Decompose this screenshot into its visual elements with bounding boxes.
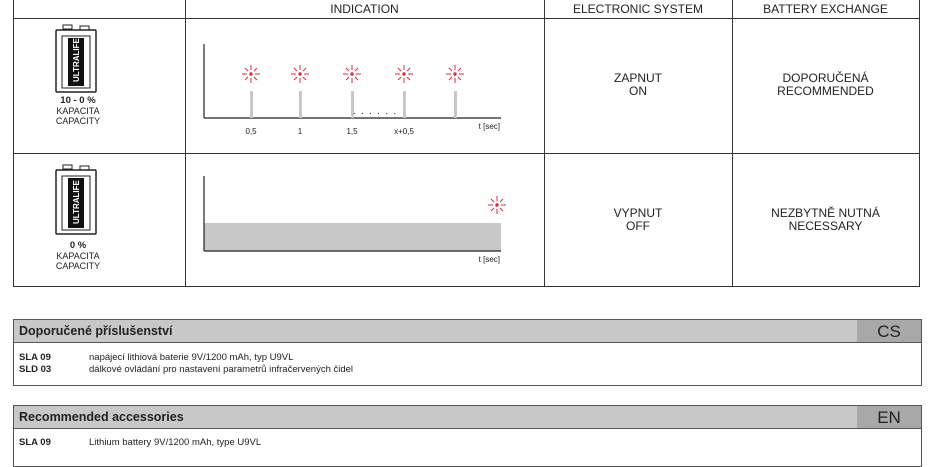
flash-icon	[343, 65, 361, 83]
axis-label: t [sec]	[478, 255, 500, 264]
table-border-bottom	[13, 286, 920, 287]
continuation-dots: · · · · · ·	[352, 108, 398, 119]
battery-brand-label: ULTRALIFE	[72, 180, 81, 224]
battery-capacity-label	[33, 95, 123, 126]
battery-icon	[53, 24, 99, 94]
accessory-code: SLA 09	[19, 352, 51, 363]
header-battery-exchange: BATTERY EXCHANGE	[763, 2, 888, 16]
flash-icon	[488, 196, 506, 214]
steady-chart	[185, 154, 544, 286]
panel-header	[14, 406, 921, 429]
system-cs: VYPNUT	[613, 206, 663, 220]
language-badge: CS	[857, 320, 921, 342]
capacity-cs: KAPACITA	[56, 106, 100, 116]
battery-percent: 10 - 0 %	[60, 95, 96, 106]
battery-capacity-label	[33, 240, 123, 271]
flash-icon	[242, 65, 260, 83]
accessory-desc: dálkové ovládání pro nastavení parametrů infračervených čidel	[89, 364, 354, 375]
tick-label: x+0,5	[394, 127, 414, 136]
exchange-necessary	[732, 207, 919, 233]
pulse-bar	[403, 91, 406, 118]
table-divider	[732, 0, 733, 287]
exchange-recommended	[732, 72, 919, 98]
blink-chart	[185, 19, 544, 153]
axis-label: t [sec]	[478, 122, 500, 131]
table-border-right	[919, 0, 920, 287]
exchange-en: NECESSARY	[788, 219, 863, 233]
accessory-desc: napájecí lithiová baterie 9V/1200 mAh, typ U9VL	[89, 352, 294, 363]
tick-label: 1	[297, 127, 303, 136]
accessory-code: SLA 09	[19, 437, 51, 448]
language-badge: EN	[857, 406, 921, 428]
battery-brand-label: ULTRALIFE	[72, 38, 81, 82]
capacity-cs: KAPACITA	[56, 251, 100, 261]
tick-label: 0,5	[245, 127, 257, 136]
pulse-bar	[299, 91, 302, 118]
system-cs: ZAPNUT	[614, 71, 662, 85]
exchange-en: RECOMMENDED	[777, 84, 874, 98]
accessory-code: SLD 03	[19, 364, 52, 375]
accessory-desc: Lithium battery 9V/1200 mAh, type U9VL	[89, 437, 262, 448]
flash-icon	[291, 65, 309, 83]
panel-title: Recommended accessories	[19, 410, 184, 424]
flash-icon	[446, 65, 464, 83]
system-en: OFF	[626, 219, 650, 233]
accessories-panel-en	[13, 405, 922, 467]
tick-label: 1,5	[346, 127, 358, 136]
capacity-en: CAPACITY	[55, 116, 101, 126]
battery-indication-table	[13, 0, 920, 287]
pulse-bar	[250, 91, 253, 118]
table-border-left	[13, 0, 14, 287]
header-indication: INDICATION	[330, 2, 399, 16]
battery-icon	[53, 164, 99, 236]
exchange-cs: NEZBYTNĚ NUTNÁ	[771, 206, 880, 220]
steady-bar	[204, 223, 501, 251]
panel-title: Doporučené příslušenství	[19, 324, 173, 338]
system-status-on	[544, 72, 732, 98]
header-electronic-system: ELECTRONIC SYSTEM	[572, 2, 704, 16]
accessories-panel-cs	[13, 319, 922, 386]
capacity-en: CAPACITY	[55, 261, 101, 271]
pulse-bar	[454, 91, 457, 118]
system-en: ON	[629, 84, 647, 98]
battery-percent: 0 %	[69, 240, 87, 251]
panel-header	[14, 320, 921, 343]
table-divider	[544, 0, 545, 287]
flash-icons	[242, 65, 464, 83]
flash-icon	[395, 65, 413, 83]
system-status-off	[544, 207, 732, 233]
exchange-cs: DOPORUČENÁ	[782, 71, 869, 85]
